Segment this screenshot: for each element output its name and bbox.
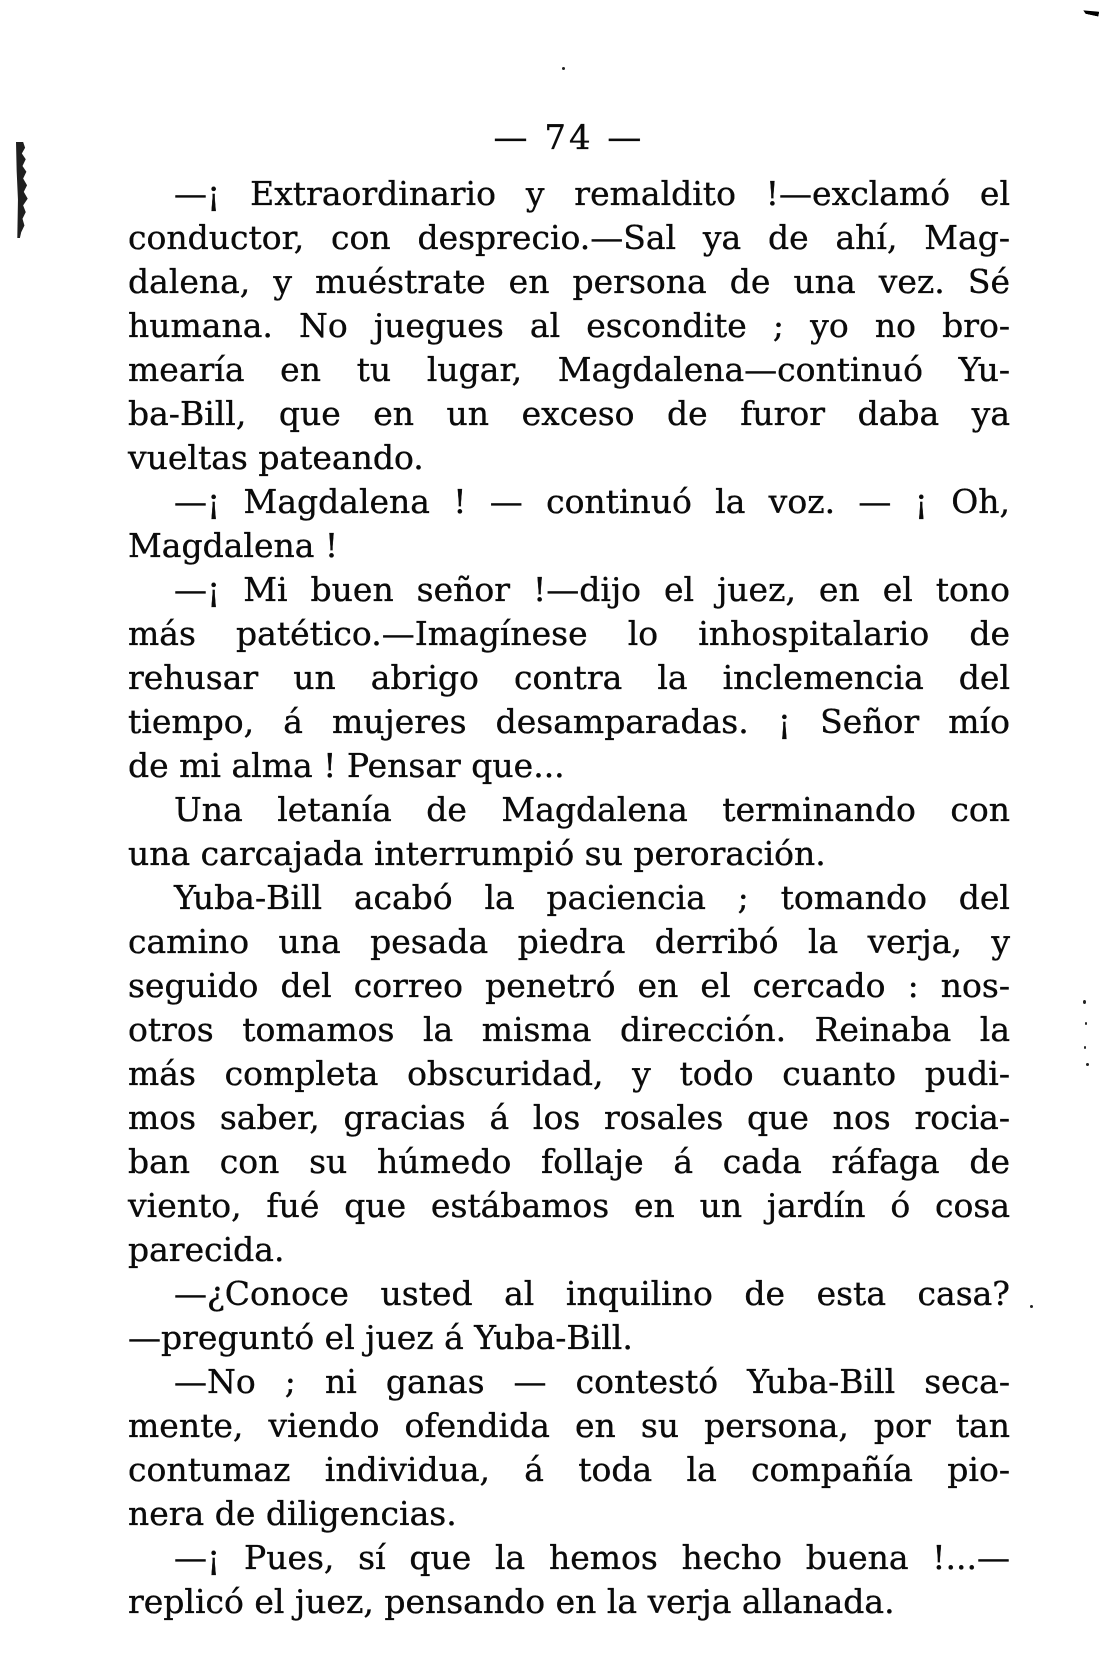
text-line: mearía en tu lugar, Magdalena—continuó Yu- <box>128 350 1010 389</box>
text-line: dalena, y muéstrate en persona de una vez. Sé <box>128 262 1010 301</box>
text-line: —¡ Mi buen señor !—dijo el juez, en el tono <box>174 570 1010 609</box>
text-line: contumaz individua, á toda la compañía pio- <box>128 1450 1010 1489</box>
text-line: —¡ Pues, sí que la hemos hecho buena !...— <box>174 1538 1010 1577</box>
scan-speck <box>1084 1046 1086 1049</box>
text-line: —¡ Extraordinario y remaldito !—exclamó el <box>174 174 1010 213</box>
text-line: más completa obscuridad, y todo cuanto pudi- <box>128 1054 1010 1093</box>
page-number: — 74 — <box>493 118 645 158</box>
text-line: mos saber, gracias á los rosales que nos rocia- <box>128 1098 1010 1137</box>
text-line: conductor, con desprecio.—Sal ya de ahí, Mag- <box>128 218 1010 257</box>
text-line: más patético.—Imagínese lo inhospitalario de <box>128 614 1010 653</box>
scan-speck <box>1085 1022 1087 1025</box>
page-text <box>128 172 1010 1624</box>
text-line: rehusar un abrigo contra la inclemencia del <box>128 658 1010 697</box>
text-line: Magdalena ! <box>128 526 339 565</box>
text-line: replicó el juez, pensando en la verja allanada. <box>128 1582 895 1621</box>
text-line: —preguntó el juez á Yuba-Bill. <box>128 1318 633 1357</box>
text-line: parecida. <box>128 1230 285 1269</box>
text-line: camino una pesada piedra derribó la verja, y <box>128 922 1010 961</box>
text-line: seguido del correo penetró en el cercado : nos- <box>128 966 1010 1005</box>
text-line: —No ; ni ganas — contestó Yuba-Bill seca- <box>174 1362 1010 1401</box>
text-line: otros tomamos la misma dirección. Reinaba la <box>128 1010 1010 1049</box>
text-line: de mi alma ! Pensar que... <box>128 746 565 785</box>
text-line: humana. No juegues al escondite ; yo no bro- <box>128 306 1010 345</box>
text-line: —¿Conoce usted al inquilino de esta casa? <box>174 1274 1010 1313</box>
text-line: viento, fué que estábamos en un jardín ó cosa <box>128 1186 1010 1225</box>
text-line: ba-Bill, que en un exceso de furor daba ya <box>128 394 1010 433</box>
text-line: tiempo, á mujeres desamparadas. ¡ Señor mío <box>128 702 1010 741</box>
top-right-corner-mark <box>1083 8 1099 16</box>
text-line: Una letanía de Magdalena terminando con <box>174 790 1010 829</box>
scan-speck <box>562 67 565 70</box>
scan-speck <box>1030 1305 1033 1308</box>
scan-speck <box>1086 1063 1089 1066</box>
text-line: vueltas pateando. <box>128 438 424 477</box>
text-line: Yuba-Bill acabó la paciencia ; tomando del <box>174 878 1010 917</box>
scan-speck <box>1083 1000 1086 1004</box>
text-line: una carcajada interrumpió su peroración. <box>128 834 826 873</box>
text-line: nera de diligencias. <box>128 1494 457 1533</box>
text-line: ban con su húmedo follaje á cada ráfaga de <box>128 1142 1010 1181</box>
text-line: —¡ Magdalena ! — continuó la voz. — ¡ Oh, <box>174 482 1010 521</box>
left-margin-ink-smudge <box>16 142 29 238</box>
text-line: mente, viendo ofendida en su persona, por tan <box>128 1406 1010 1445</box>
